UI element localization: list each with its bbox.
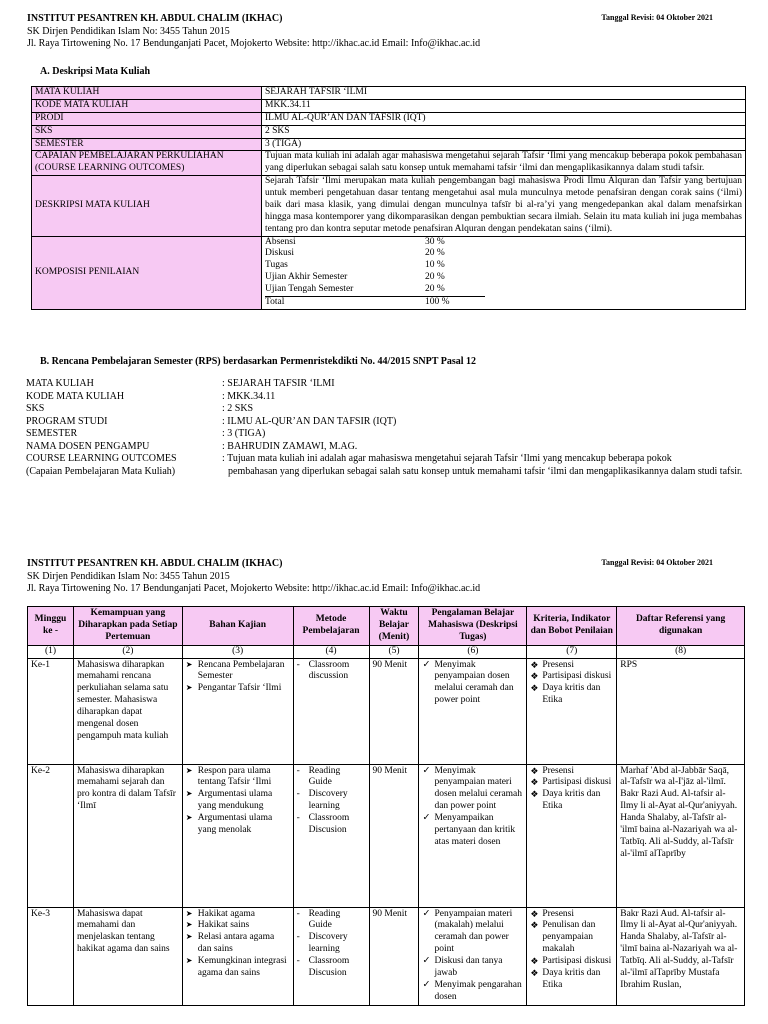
column-number: (1) bbox=[28, 645, 74, 658]
pengalaman-item: ✓ Menyimak pengarahan dosen bbox=[422, 980, 523, 1004]
kriteria-item: ❖ Partisipasi diskusi bbox=[530, 956, 613, 968]
metode-item: - Discovery learning bbox=[297, 932, 366, 956]
metode-cell bbox=[293, 907, 369, 1005]
referensi-cell: Marhaf 'Abd al-Jabbār Saqā, al-Tafsīr wa al-I'jāz al-'ilmī. Bakr Razi Aud. Al-tafsir al-Ilmy li al-Ayat al-Qur'aniyyah. Handa Shalaby, al-Tafsīr al-'ilmī baina al-Nazariyah wa al-Tatbīq. Ali al-Suddy, al-Tafsīr al-'ilmī alTaprīby bbox=[617, 764, 745, 907]
bahan-item: ➤ Hakikat agama bbox=[186, 909, 290, 921]
metode-cell bbox=[293, 658, 369, 764]
rps-row bbox=[26, 416, 746, 429]
week-cell: Ke-2 bbox=[28, 764, 74, 907]
kemampuan-cell: Mahasiswa diharapkan memahami sejarah dan pro kontra di dalam Tafsīr ‘Ilmī bbox=[73, 764, 182, 907]
komposisi-item: Tugas bbox=[265, 260, 288, 271]
waktu-cell: 90 Menit bbox=[369, 658, 419, 764]
desc-label: KODE MATA KULIAH bbox=[32, 99, 262, 112]
rps-row bbox=[26, 378, 746, 391]
kriteria-item: ❖ Partisipasi diskusi bbox=[530, 777, 613, 789]
page-header bbox=[27, 13, 743, 51]
bahan-item: ➤ Argumentasi ulama yang mendukung bbox=[186, 789, 290, 813]
revision-date: Tanggal Revisi: 04 Oktober 2021 bbox=[601, 558, 713, 567]
column-header: Kemampuan yang Diharapkan pada Setiap Pertemuan bbox=[73, 607, 182, 646]
column-number: (2) bbox=[73, 645, 182, 658]
komposisi-total-label: Total bbox=[265, 296, 425, 309]
kriteria-item: ❖ Partisipasi diskusi bbox=[530, 671, 613, 683]
komposisi-value: 10 % bbox=[425, 260, 445, 271]
institution-name: INSTITUT PESANTREN KH. ABDUL CHALIM (IKHAC) bbox=[27, 13, 283, 24]
waktu-cell: 90 Menit bbox=[369, 764, 419, 907]
kriteria-item: ❖ Penulisan dan penyampaian makalah bbox=[530, 920, 613, 956]
pengalaman-cell bbox=[419, 907, 527, 1005]
column-number: (6) bbox=[419, 645, 527, 658]
bahan-item: ➤ Hakikat sains bbox=[186, 920, 290, 932]
table-row bbox=[28, 658, 745, 764]
rps-label: MATA KULIAH bbox=[26, 378, 94, 389]
cpl-label: CAPAIAN PEMBELAJARAN PERKULIAHAN (COURSE LEARNING OUTCOMES) bbox=[32, 151, 262, 176]
desc-row bbox=[32, 125, 746, 138]
column-number: (5) bbox=[369, 645, 419, 658]
kriteria-item: ❖ Presensi bbox=[530, 766, 613, 778]
desc-label: PRODI bbox=[32, 112, 262, 125]
column-number: (8) bbox=[617, 645, 745, 658]
pengalaman-item: ✓ Menyimak penyampaian dosen melalui ceramah dan power point bbox=[422, 660, 523, 708]
column-header: Bahan Kajian bbox=[182, 607, 293, 646]
kriteria-item: ❖ Presensi bbox=[530, 660, 613, 672]
rps-label: COURSE LEARNING OUTCOMES bbox=[26, 453, 177, 464]
desc-row bbox=[32, 99, 746, 112]
bahan-cell bbox=[182, 764, 293, 907]
bahan-item: ➤ Kemungkinan integrasi agama dan sains bbox=[186, 956, 290, 980]
rps-value: pembahasan yang diperlukan sebagai salah satu konsep untuk memahami tafsir ‘ilmi dan mengaplikasikannya dalam studi tafsir. bbox=[228, 465, 743, 477]
pengalaman-cell bbox=[419, 764, 527, 907]
section-b-title: B. Rencana Pembelajaran Semester (RPS) berdasarkan Permenristekdikti No. 44/2015 SNPT Pasal 12 bbox=[40, 356, 476, 367]
desc-label: SEMESTER bbox=[32, 138, 262, 151]
column-header: Pengalaman Belajar Mahasiswa (Deskripsi Tugas) bbox=[419, 607, 527, 646]
kriteria-cell bbox=[527, 658, 617, 764]
rps-value: : BAHRUDIN ZAMAWI, M.AG. bbox=[222, 440, 358, 452]
week-cell: Ke-3 bbox=[28, 907, 74, 1005]
kriteria-item: ❖ Daya kritis dan Etika bbox=[530, 789, 613, 813]
komposisi-value: 20 % bbox=[425, 272, 445, 283]
komposisi-total-value: 100 % bbox=[425, 296, 485, 309]
rps-label: NAMA DOSEN PENGAMPU bbox=[26, 440, 150, 452]
pengalaman-cell bbox=[419, 658, 527, 764]
desc-value: 2 SKS bbox=[262, 125, 746, 138]
pengalaman-item: ✓ Menyampaikan pertanyaan dan kritik atas materi dosen bbox=[422, 813, 523, 849]
bahan-item: ➤ Respon para ulama tentang Tafsir ‘Ilmi bbox=[186, 766, 290, 790]
komposisi-value: 30 % bbox=[425, 236, 445, 247]
referensi-cell: RPS bbox=[617, 658, 745, 764]
sk-line: SK Dirjen Pendidikan Islam No: 3455 Tahun 2015 bbox=[27, 25, 230, 37]
pengalaman-item: ✓ Penyampaian materi (makalah) melalui ceramah dan power point bbox=[422, 909, 523, 957]
kemampuan-cell: Mahasiswa dapat memahami dan menjelaskan tentang hakikat agama dan sains bbox=[73, 907, 182, 1005]
metode-item: - Discovery learning bbox=[297, 789, 366, 813]
desc-row bbox=[32, 236, 746, 309]
page-header-2 bbox=[27, 558, 743, 596]
kriteria-cell bbox=[527, 907, 617, 1005]
address-line: Jl. Raya Tirtowening No. 17 Bendunganjati Pacet, Mojokerto Website: http://ikhac.ac.id Email: Info@ikhac.ac.id bbox=[27, 583, 481, 594]
column-header: Kriteria, Indikator dan Bobot Penilaian bbox=[527, 607, 617, 646]
column-header: Daftar Referensi yang digunakan bbox=[617, 607, 745, 646]
desc-label: SKS bbox=[32, 125, 262, 138]
rps-label: PROGRAM STUDI bbox=[26, 415, 108, 427]
description-label: DESKRIPSI MATA KULIAH bbox=[32, 176, 262, 236]
cpl-value: Tujuan mata kuliah ini adalah agar mahasiswa mengetahui sejarah Tafsir ‘Ilmi yang mencakup beberapa pokok pembahasan yang diperlukan sebagai salah satu konsep untuk memahami tafsir ‘ilmi dan mengaplikasikannya dalam studi tafsir. bbox=[262, 151, 746, 176]
komposisi-item: Ujian Tengah Semester bbox=[265, 284, 354, 294]
kriteria-item: ❖ Daya kritis dan Etika bbox=[530, 968, 613, 992]
bahan-item: ➤ Argumentasi ulama yang menolak bbox=[186, 813, 290, 837]
komposisi-label: KOMPOSISI PENILAIAN bbox=[32, 236, 262, 309]
desc-row bbox=[32, 87, 746, 100]
komposisi-value: 20 % bbox=[425, 248, 445, 259]
metode-cell bbox=[293, 764, 369, 907]
column-header: Waktu Belajar (Menit) bbox=[369, 607, 419, 646]
metode-item: - Reading Guide bbox=[297, 766, 366, 790]
rps-row bbox=[26, 453, 746, 466]
table-row bbox=[28, 764, 745, 907]
komposisi-cell bbox=[262, 236, 746, 309]
rps-label: KODE MATA KULIAH bbox=[26, 390, 125, 402]
komposisi-item: Absensi bbox=[265, 236, 296, 247]
bahan-cell bbox=[182, 907, 293, 1005]
desc-value: ILMU AL-QUR’AN DAN TAFSIR (IQT) bbox=[262, 112, 746, 125]
komposisi-item: Diskusi bbox=[265, 248, 295, 259]
komposisi-value: 20 % bbox=[425, 284, 445, 294]
desc-label: MATA KULIAH bbox=[32, 87, 262, 100]
institution-name: INSTITUT PESANTREN KH. ABDUL CHALIM (IKHAC) bbox=[27, 558, 283, 569]
table-row bbox=[28, 907, 745, 1005]
column-number: (7) bbox=[527, 645, 617, 658]
column-header: Metode Pembelajaran bbox=[293, 607, 369, 646]
column-number: (4) bbox=[293, 645, 369, 658]
desc-row bbox=[32, 151, 746, 176]
description-value: Sejarah Tafsir ‘Ilmi merupakan mata kuliah pengembangan bagi mahasiswa Prodi Ilmu Alquran dan Tafsir yang bertujuan untuk memberi pengetahuan dasar tentang mengetahui asal mula munculnya metode penafsiran dengan corak sains (‘ilmi) baik dari masa klasik, yang dimulai dengan munculnya tafsīr bi al-ra’yi yang mengedepankan akal dalam menafsirkan hingga masa kontemporer yang dikomparasikan dengan pembuktian secara ilmiah. Selain itu mata kuliah ini juga membahas tentang pro dan kontra seputar metode penafsiran Alquran dengan pendekatan sains (‘ilmi). bbox=[262, 176, 746, 236]
rps-row bbox=[26, 466, 746, 479]
metode-item: - Classroom Discusion bbox=[297, 813, 366, 837]
rps-row bbox=[26, 428, 746, 441]
referensi-cell: Bakr Razi Aud. Al-tafsir al-Ilmy li al-Ayat al-Qur'aniyyah. Handa Shalaby, al-Tafsīr al-'ilmī baina al-Nazariyah wa al-Tatbīq. Ali al-Suddy, al-Tafsīr al-'ilmī alTaprīby Mustafa Ibrahim Ruslan, bbox=[617, 907, 745, 1005]
bahan-item: ➤ Rencana Pembelajaran Semester bbox=[186, 660, 290, 684]
metode-item: - Classroom discussion bbox=[297, 660, 366, 684]
rps-value: : 3 (TIGA) bbox=[222, 428, 266, 439]
kriteria-cell bbox=[527, 764, 617, 907]
address-line: Jl. Raya Tirtowening No. 17 Bendunganjati Pacet, Mojokerto Website: http://ikhac.ac.id Email: Info@ikhac.ac.id bbox=[27, 38, 481, 49]
week-cell: Ke-1 bbox=[28, 658, 74, 764]
rps-value: : SEJARAH TAFSIR ‘ILMI bbox=[222, 378, 335, 389]
pengalaman-item: ✓ Diskusi dan tanya jawab bbox=[422, 956, 523, 980]
bahan-cell bbox=[182, 658, 293, 764]
komposisi-item: Ujian Akhir Semester bbox=[265, 272, 348, 283]
rps-row bbox=[26, 403, 746, 416]
rps-info bbox=[26, 378, 746, 478]
desc-row bbox=[32, 112, 746, 125]
column-number-row bbox=[28, 645, 745, 658]
kriteria-item: ❖ Presensi bbox=[530, 909, 613, 921]
rps-value: : ILMU AL-QUR’AN DAN TAFSIR (IQT) bbox=[222, 415, 397, 427]
komposisi-grid bbox=[265, 237, 742, 309]
sk-line: SK Dirjen Pendidikan Islam No: 3455 Tahun 2015 bbox=[27, 570, 230, 582]
desc-row bbox=[32, 176, 746, 236]
rps-row bbox=[26, 441, 746, 454]
kriteria-item: ❖ Daya kritis dan Etika bbox=[530, 683, 613, 707]
section-a-title: A. Deskripsi Mata Kuliah bbox=[40, 66, 151, 77]
revision-date: Tanggal Revisi: 04 Oktober 2021 bbox=[601, 13, 713, 22]
rps-value: : Tujuan mata kuliah ini adalah agar mahasiswa mengetahui sejarah Tafsir ‘Ilmi yang mencakup beberapa pokok bbox=[222, 453, 672, 464]
bahan-item: ➤ Pengantar Tafsir ‘Ilmi bbox=[186, 683, 290, 695]
desc-value: SEJARAH TAFSIR ‘ILMI bbox=[262, 87, 746, 100]
rps-label: SEMESTER bbox=[26, 428, 78, 439]
desc-value: 3 (TIGA) bbox=[262, 138, 746, 151]
course-description-table bbox=[31, 86, 746, 310]
desc-value: MKK.34.11 bbox=[262, 99, 746, 112]
kemampuan-cell: Mahasiswa diharapkan memahami rencana perkuliahan selama satu semester. Mahasiswa diharapkan dapat mengenal dosen pengampuh mata kuliah bbox=[73, 658, 182, 764]
metode-item: - Reading Guide bbox=[297, 909, 366, 933]
metode-item: - Classroom Discusion bbox=[297, 956, 366, 980]
rps-value: : MKK.34.11 bbox=[222, 390, 276, 402]
pengalaman-item: ✓ Menyimak penyampaian materi dosen melalui ceramah dan power point bbox=[422, 766, 523, 814]
rps-label: (Capaian Pembelajaran Mata Kuliah) bbox=[26, 465, 176, 477]
rps-row bbox=[26, 391, 746, 404]
waktu-cell: 90 Menit bbox=[369, 907, 419, 1005]
column-number: (3) bbox=[182, 645, 293, 658]
bahan-item: ➤ Relasi antara agama dan sains bbox=[186, 932, 290, 956]
column-header: Minggu ke - bbox=[28, 607, 74, 646]
rps-value: : 2 SKS bbox=[222, 403, 254, 414]
rps-label: SKS bbox=[26, 403, 45, 414]
table-header-row bbox=[28, 607, 745, 646]
desc-row bbox=[32, 138, 746, 151]
rps-weekly-table bbox=[27, 606, 745, 1006]
